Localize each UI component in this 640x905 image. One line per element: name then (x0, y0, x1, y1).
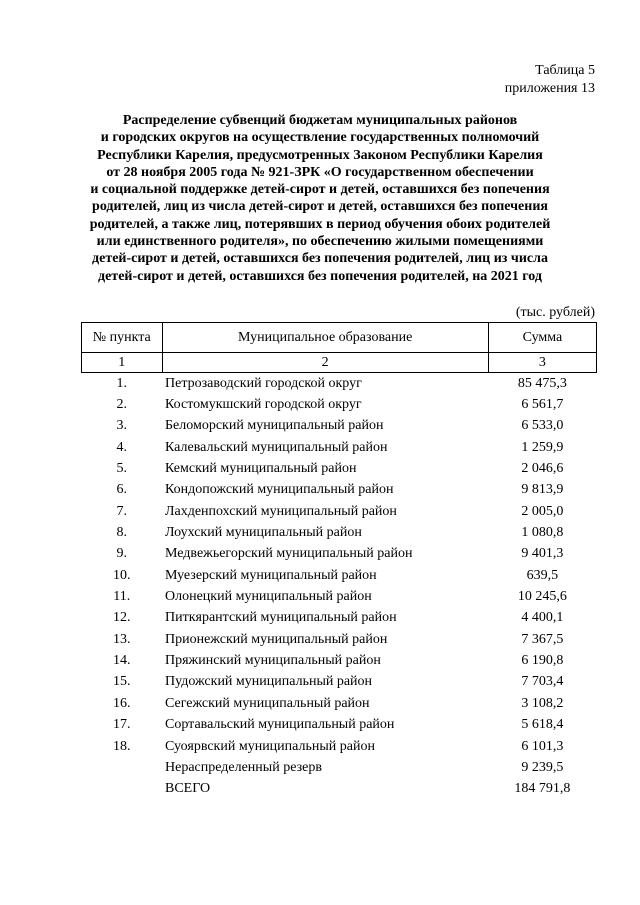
table-row (82, 394, 597, 415)
table-row (82, 693, 597, 714)
table-row (82, 373, 597, 395)
row-number: 14. (113, 653, 131, 669)
row-amount: 1 259,9 (521, 439, 564, 455)
row-municipality: Сортавальский муниципальный район (165, 717, 395, 733)
table-row (82, 672, 597, 693)
header-amount: Сумма (488, 323, 596, 353)
table-column-numbers-row (82, 353, 597, 373)
row-number (82, 779, 163, 800)
table-row (82, 416, 597, 437)
row-number (82, 757, 163, 778)
row-municipality: Пряжинский муниципальный район (165, 653, 381, 669)
row-number: 17. (113, 717, 131, 733)
row-amount: 1 080,8 (521, 525, 564, 541)
row-amount: 7 703,4 (521, 674, 564, 690)
row-number: 11. (113, 589, 131, 605)
table-row (82, 565, 597, 586)
row-municipality: Нераспределенный резерв (165, 759, 322, 775)
row-number: 12. (113, 610, 131, 626)
row-number: 6. (116, 482, 127, 498)
row-municipality: Беломорский муниципальный район (165, 418, 384, 434)
row-municipality: Калевальский муниципальный район (165, 439, 388, 455)
row-amount: 10 245,6 (517, 589, 567, 605)
row-municipality: Кемский муниципальный район (165, 461, 357, 477)
row-number: 15. (113, 674, 131, 690)
row-number: 1. (116, 375, 127, 391)
row-municipality: Медвежьегорский муниципальный район (165, 546, 413, 562)
row-amount: 6 101,3 (521, 738, 564, 754)
table-row (82, 629, 597, 650)
row-amount: 2 005,0 (521, 503, 564, 519)
table-reference (505, 62, 595, 98)
row-amount: 5 618,4 (521, 717, 564, 733)
title-line: Республики Карелия, предусмотренных Законом Республики Карелия (97, 147, 543, 163)
table-row (82, 522, 597, 543)
row-municipality: Муезерский муниципальный район (165, 567, 377, 583)
row-amount: 3 108,2 (521, 695, 564, 711)
table-row (82, 437, 597, 458)
row-municipality: Петрозаводский городской округ (165, 375, 362, 391)
row-amount: 6 190,8 (521, 653, 564, 669)
row-number: 10. (113, 567, 131, 583)
row-number: 8. (116, 525, 127, 541)
row-amount: 9 401,3 (521, 546, 564, 562)
document-title (40, 112, 600, 285)
row-amount: 9 239,5 (521, 759, 564, 775)
title-line: детей-сирот и детей, оставшихся без попечения родителей, на 2021 год (98, 268, 542, 284)
title-line: от 28 ноября 2005 года № 921-ЗРК «О государственном обеспечении (106, 164, 534, 180)
row-number: 2. (116, 397, 127, 413)
row-amount: 4 400,1 (521, 610, 564, 626)
row-amount: 6 533,0 (521, 418, 564, 434)
row-amount: 184 791,8 (514, 781, 571, 797)
row-municipality: Питкярантский муниципальный район (165, 610, 397, 626)
row-amount: 85 475,3 (517, 375, 567, 391)
column-number: 3 (488, 353, 596, 373)
row-municipality: Суоярвский муниципальный район (165, 738, 375, 754)
row-amount: 6 561,7 (521, 397, 564, 413)
row-municipality: Лоухский муниципальный район (165, 525, 362, 541)
row-municipality: Кондопожский муниципальный район (165, 482, 394, 498)
row-municipality: Олонецкий муниципальный район (165, 589, 372, 605)
title-line: родителей, лиц из числа детей-сирот и детей, оставшихся без попечения (92, 199, 548, 215)
subvention-table (81, 322, 597, 800)
table-row (82, 779, 597, 800)
row-number: 9. (116, 546, 127, 562)
column-number: 1 (82, 353, 163, 373)
column-number: 2 (162, 353, 488, 373)
title-line: Распределение субвенций бюджетам муниципальных районов (122, 113, 518, 128)
units-label: (тыс. рублей) (515, 305, 595, 320)
row-number: 7. (116, 503, 127, 519)
header-item-number: № пункта (82, 323, 163, 353)
title-line: детей-сирот и детей, оставшихся без попечения родителей, лиц из числа (92, 251, 548, 267)
table-row (82, 586, 597, 607)
row-municipality: Прионежский муниципальный район (165, 631, 388, 647)
row-number: 13. (113, 631, 131, 647)
title-line: и социальной поддержке детей-сирот и детей, оставшихся без попечения (90, 182, 550, 198)
row-amount: 9 813,9 (521, 482, 564, 498)
table-row (82, 736, 597, 757)
header-municipality: Муниципальное образование (162, 323, 488, 353)
table-row (82, 757, 597, 778)
row-number: 5. (116, 461, 127, 477)
table-row (82, 458, 597, 479)
table-ref-line1: Таблица 5 (535, 63, 595, 78)
row-number: 3. (116, 418, 127, 434)
row-amount: 7 367,5 (521, 631, 564, 647)
row-municipality: ВСЕГО (165, 781, 211, 797)
row-amount: 2 046,6 (521, 461, 564, 477)
table-row (82, 544, 597, 565)
title-line: родителей, а также лиц, потерявших в период обучения обоих родителей (89, 216, 551, 232)
title-line: или единственного родителя», по обеспечению жилыми помещениями (96, 234, 544, 250)
row-number: 16. (113, 695, 131, 711)
table-row (82, 501, 597, 522)
title-line: и городских округов на осуществление государственных полномочий (100, 130, 540, 146)
row-amount: 639,5 (526, 567, 559, 583)
row-municipality: Лахденпохский муниципальный район (165, 503, 397, 519)
row-municipality: Пудожский муниципальный район (165, 674, 373, 690)
table-body (82, 373, 597, 800)
row-number: 18. (113, 738, 131, 754)
row-municipality: Сегежский муниципальный район (165, 695, 370, 711)
row-municipality: Костомукшский городской округ (165, 397, 362, 413)
table-row (82, 608, 597, 629)
table-row (82, 480, 597, 501)
table-ref-line2: приложения 13 (504, 81, 595, 96)
row-number: 4. (116, 439, 127, 455)
table-header-row (82, 323, 597, 353)
table-row (82, 650, 597, 671)
table-row (82, 715, 597, 736)
